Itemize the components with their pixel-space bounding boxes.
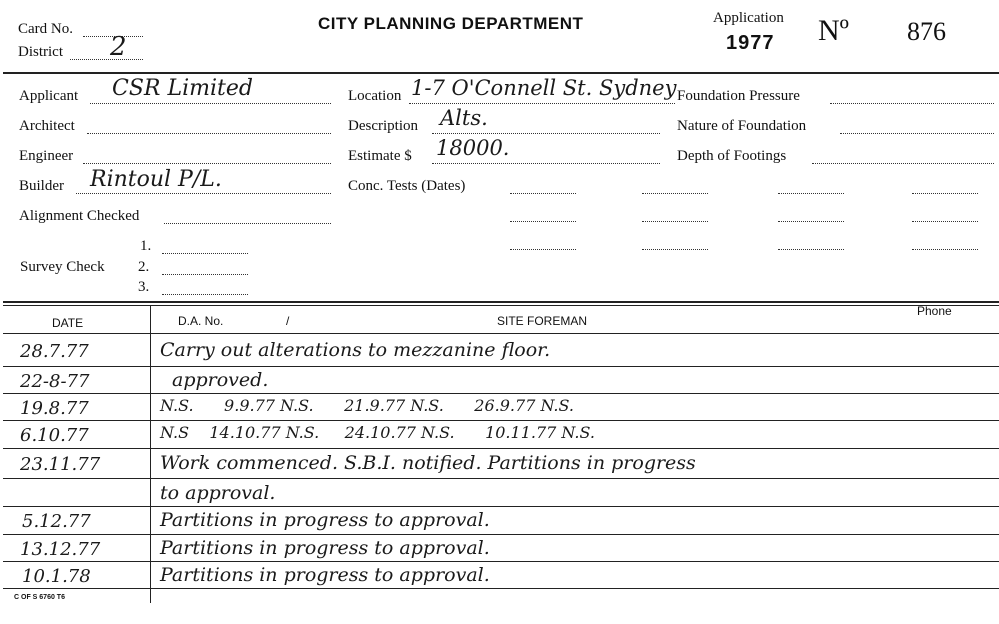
survey-1-label: 1. xyxy=(140,238,152,254)
row-date: 6.10.77 xyxy=(20,425,89,446)
engineer-label: Engineer xyxy=(19,148,74,164)
architect-line xyxy=(87,133,331,134)
applicant-label: Applicant xyxy=(19,88,79,104)
print-code: C OF S 6760 T6 xyxy=(14,594,65,601)
alignment-label: Alignment Checked xyxy=(19,208,140,224)
nature-foundation-label: Nature of Foundation xyxy=(677,118,807,134)
conc-date-line xyxy=(510,221,576,222)
row-entry: Work commenced. S.B.I. notified. Partitions in progress xyxy=(160,452,696,474)
row-rule xyxy=(3,420,999,421)
da-no-header: D.A. No. xyxy=(178,314,224,328)
depth-footings-label: Depth of Footings xyxy=(677,148,787,164)
conc-date-line xyxy=(642,193,708,194)
conc-date-line xyxy=(642,221,708,222)
builder-value: Rintoul P/L. xyxy=(90,167,222,192)
row-entry: N.S. 9.9.77 N.S. 21.9.77 N.S. 26.9.77 N.S. xyxy=(160,396,574,415)
table-header-rule xyxy=(3,333,999,334)
site-foreman-header: SITE FOREMAN xyxy=(497,314,588,328)
conc-date-line xyxy=(778,221,844,222)
conc-date-line xyxy=(912,193,978,194)
application-label: Application xyxy=(713,10,784,26)
estimate-label: Estimate $ xyxy=(348,148,412,164)
conc-date-line xyxy=(912,249,978,250)
number-symbol: Nº xyxy=(818,14,849,47)
row-entry: to approval. xyxy=(160,482,276,504)
alignment-line xyxy=(164,223,331,224)
row-entry: Partitions in progress to approval. xyxy=(160,564,490,586)
row-rule xyxy=(3,393,999,394)
conc-date-line xyxy=(642,249,708,250)
row-entry: approved. xyxy=(172,369,269,391)
survey-1-line xyxy=(162,253,248,254)
row-date: 5.12.77 xyxy=(22,511,91,532)
row-entry: N.S 14.10.77 N.S. 24.10.77 N.S. 10.11.77 N.S. xyxy=(160,423,595,442)
row-rule xyxy=(3,478,999,479)
district-label: District xyxy=(18,44,63,60)
nature-foundation-line xyxy=(840,133,994,134)
description-value: Alts. xyxy=(440,106,488,130)
estimate-line xyxy=(432,163,660,164)
date-column-divider xyxy=(150,305,151,603)
row-entry: Partitions in progress to approval. xyxy=(160,509,490,531)
table-top-rule-2 xyxy=(3,305,999,306)
architect-label: Architect xyxy=(19,118,75,134)
row-rule xyxy=(3,366,999,367)
foundation-pressure-label: Foundation Pressure xyxy=(677,88,800,104)
foundation-pressure-line xyxy=(830,103,994,104)
description-line xyxy=(432,133,660,134)
row-date: 19.8.77 xyxy=(20,398,89,419)
district-line xyxy=(70,59,143,60)
survey-check-label: Survey Check xyxy=(20,259,105,275)
location-line xyxy=(409,103,675,104)
header-rule xyxy=(3,72,999,74)
conc-date-line xyxy=(778,249,844,250)
row-rule xyxy=(3,506,999,507)
applicant-value: CSR Limited xyxy=(112,76,253,101)
district-value: 2 xyxy=(110,32,127,62)
application-year: 1977 xyxy=(726,32,775,54)
location-label: Location xyxy=(348,88,402,104)
row-rule xyxy=(3,561,999,562)
row-date: 28.7.77 xyxy=(20,341,89,362)
row-date: 22-8-77 xyxy=(20,371,90,392)
location-value: 1-7 O'Connell St. Sydney xyxy=(411,76,677,100)
row-date: 13.12.77 xyxy=(20,539,101,560)
row-rule xyxy=(3,588,999,589)
application-number: 876 xyxy=(907,17,946,46)
depth-footings-line xyxy=(812,163,994,164)
description-label: Description xyxy=(348,118,418,134)
conc-date-line xyxy=(510,249,576,250)
survey-3-label: 3. xyxy=(138,279,150,295)
row-rule xyxy=(3,448,999,449)
row-rule xyxy=(3,534,999,535)
survey-2-label: 2. xyxy=(138,259,150,275)
builder-label: Builder xyxy=(19,178,64,194)
row-entry: Partitions in progress to approval. xyxy=(160,537,490,559)
date-header: DATE xyxy=(52,316,84,330)
row-date: 23.11.77 xyxy=(20,454,101,475)
engineer-line xyxy=(83,163,331,164)
survey-2-line xyxy=(162,274,248,275)
survey-3-line xyxy=(162,294,248,295)
conc-date-line xyxy=(912,221,978,222)
table-top-rule xyxy=(3,301,999,303)
card-no-label: Card No. xyxy=(18,21,73,37)
phone-header: Phone xyxy=(917,304,952,318)
da-no-slash: / xyxy=(286,314,290,328)
conc-date-line xyxy=(510,193,576,194)
estimate-value: 18000. xyxy=(436,136,510,160)
row-date: 10.1.78 xyxy=(22,566,91,587)
builder-line xyxy=(76,193,331,194)
conc-date-line xyxy=(778,193,844,194)
conc-tests-label: Conc. Tests (Dates) xyxy=(348,178,466,194)
applicant-line xyxy=(90,103,331,104)
row-entry: Carry out alterations to mezzanine floor. xyxy=(160,339,551,361)
department-title: CITY PLANNING DEPARTMENT xyxy=(318,14,584,33)
